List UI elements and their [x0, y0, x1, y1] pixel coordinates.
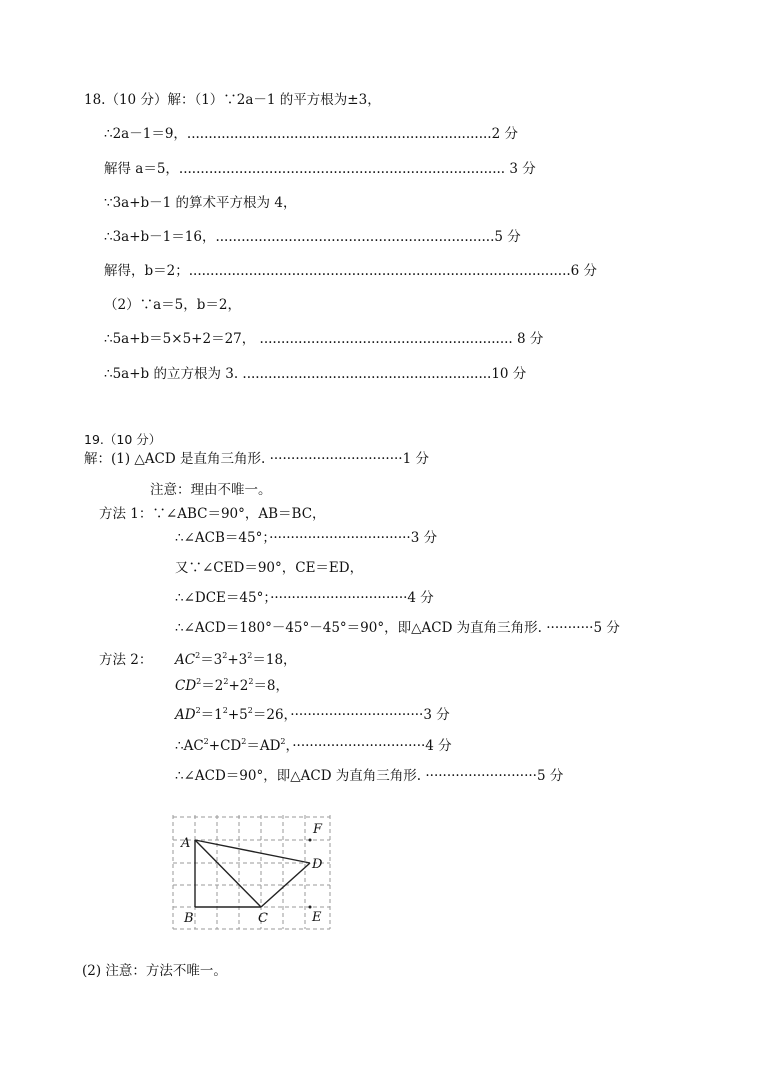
q18-step2: 解得 a＝5，............................................................................ 3 分 [104, 161, 536, 177]
method2-line3: $AD^2=1^2+5^2=26$，·······························3 分 [175, 706, 450, 723]
triangle-lines [195, 840, 310, 907]
q19-part1: 解：(1) △ACD 是直角三角形. ·······························1 分 [84, 451, 429, 467]
q18-step5: 解得，b＝2；.........................................................................................6 分 [104, 263, 598, 279]
method2-line2: $CD^2=2^2+2^2=8$， [175, 677, 290, 694]
q18-header: 18.（10 分）解：（1）∵2a－1 的平方根为±3， [84, 92, 381, 108]
method2-line4: $\therefore AC^2+CD^2=AD^2$，·······························4 分 [175, 737, 452, 754]
label-F: F [313, 822, 323, 837]
q19-part2-note: (2) 注意：方法不唯一。 [82, 963, 227, 979]
grid-figure [170, 812, 335, 932]
q18-step7: ∴5a+b＝5×5+2＝27， ........................................................... 8 分 [104, 331, 544, 347]
grid-lines [173, 815, 330, 929]
method2-line5: ∴∠ACD＝90°，即△ACD 为直角三角形. ··························5 分 [175, 768, 564, 784]
segment-AC [195, 840, 261, 907]
method2-line1: $AC^2=3^2+3^2=18$， [175, 651, 297, 668]
point-F [309, 839, 312, 842]
label-B: B [184, 911, 194, 926]
method1-line5: ∴∠ACD＝180°－45°－45°＝90°，即△ACD 为直角三角形. ···········5 分 [175, 620, 620, 636]
method1-line3: 又∵∠CED＝90°，CE＝ED， [175, 560, 364, 576]
q18-step3: ∵3a+b－1 的算术平方根为 4， [104, 195, 297, 211]
q18-step4: ∴3a+b－1＝16，.................................................................5 分 [104, 229, 521, 245]
q18-step8: ∴5a+b 的立方根为 3. ..........................................................10 分 [104, 366, 527, 382]
label-E: E [312, 910, 322, 925]
label-D: D [312, 857, 323, 872]
method1-line2: ∴∠ACB＝45°；·································3 分 [175, 530, 438, 546]
label-C: C [258, 911, 268, 926]
method1-line4: ∴∠DCE＝45°；································4 分 [175, 590, 434, 606]
q19-note1: 注意：理由不唯一。 [150, 482, 272, 498]
q18-step1: ∴2a－1＝9，.......................................................................2 分 [104, 126, 518, 142]
segment-AD [195, 840, 310, 863]
label-A: A [181, 836, 191, 851]
method1-line1: 方法 1：∵∠ABC＝90°，AB＝BC， [99, 506, 326, 522]
q19-header: 19.（10 分） [84, 432, 162, 447]
point-E [309, 906, 312, 909]
q18-step6: （2）∵a＝5，b＝2， [104, 297, 241, 313]
method2-label: 方法 2： [99, 652, 153, 668]
